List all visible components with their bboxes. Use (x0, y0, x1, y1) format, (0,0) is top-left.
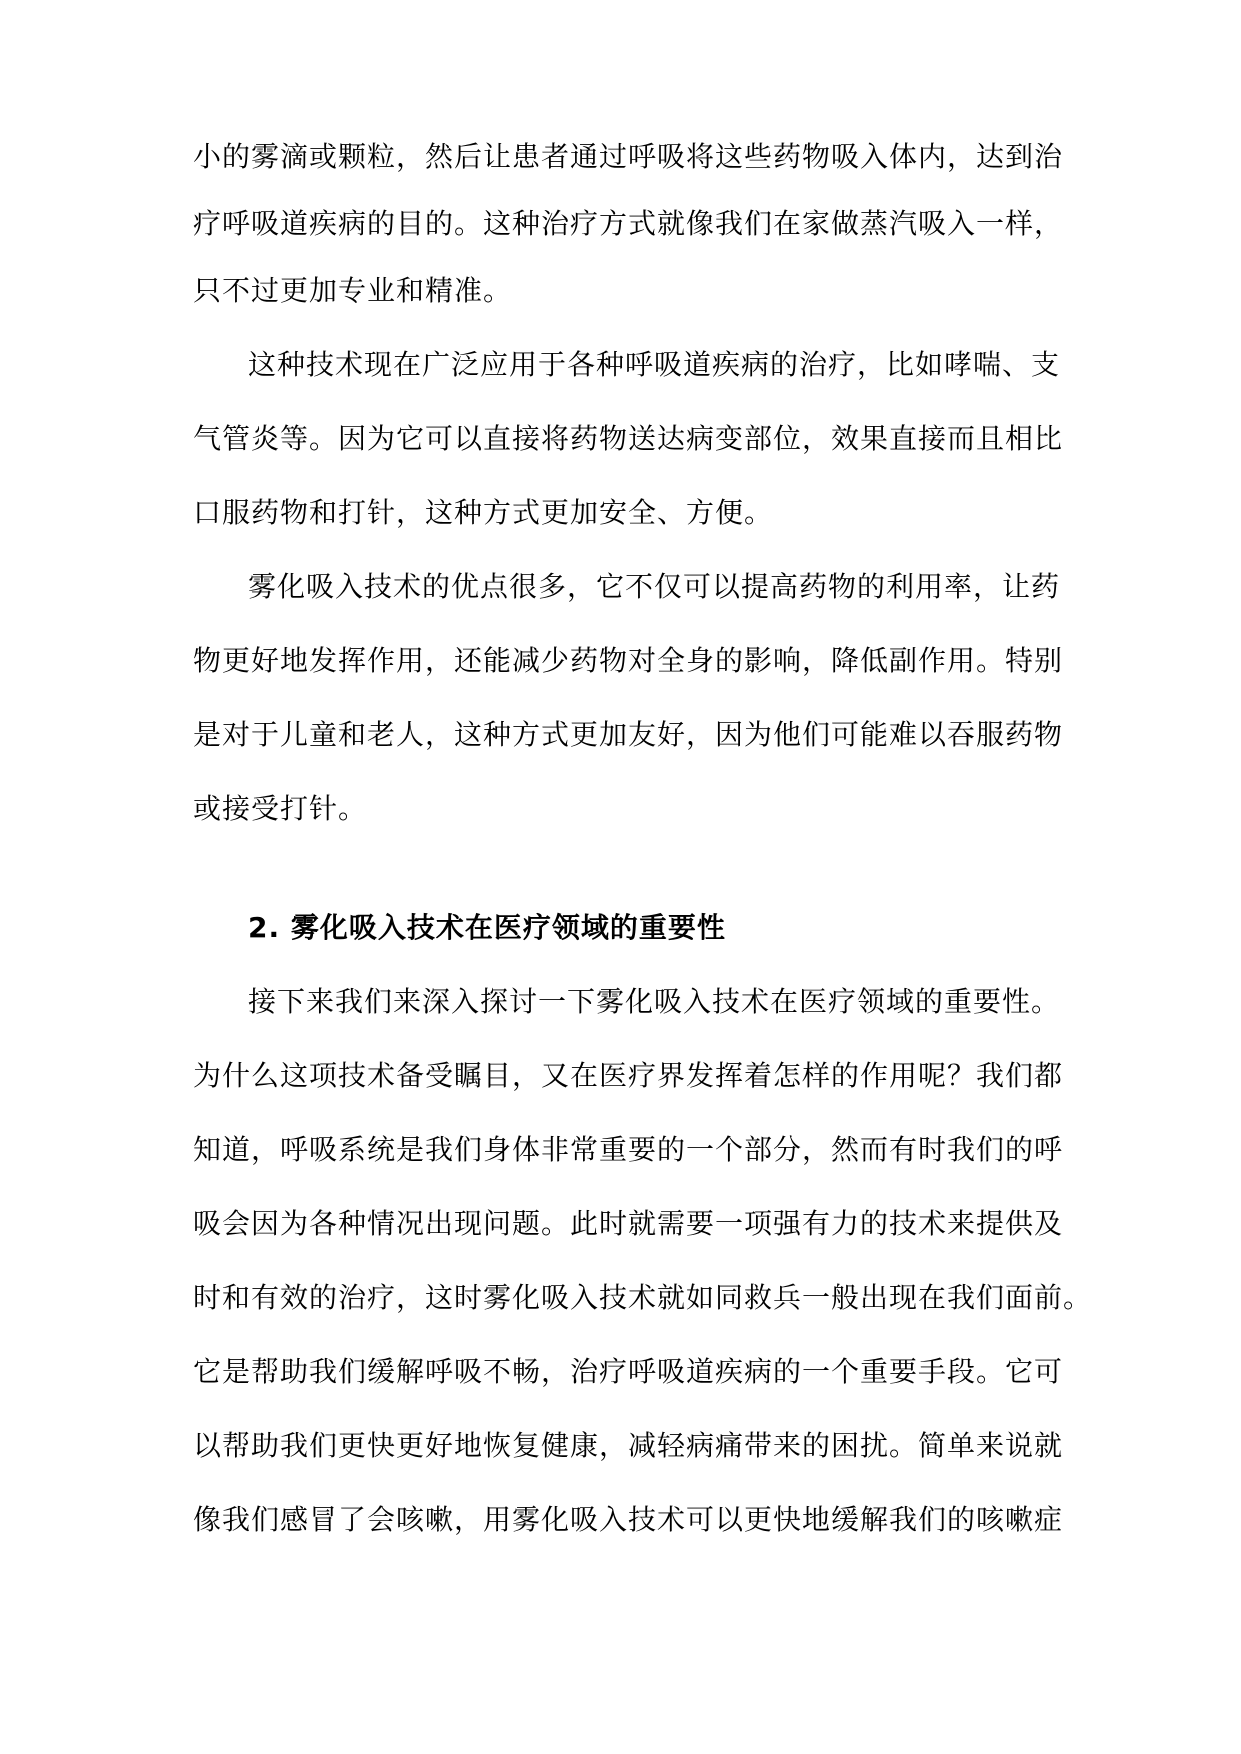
paragraph-4-line-8: 像我们感冒了会咳嗽，用雾化吸入技术可以更快地缓解我们的咳嗽症 (193, 1503, 1064, 1536)
paragraph-3-line-3: 是对于儿童和老人，这种方式更加友好，因为他们可能难以吞服药物 (193, 718, 1064, 751)
paragraph-4-line-6: 它是帮助我们缓解呼吸不畅，治疗呼吸道疾病的一个重要手段。它可 (193, 1355, 1064, 1388)
paragraph-1-line-1: 小的雾滴或颗粒，然后让患者通过呼吸将这些药物吸入体内，达到治 (193, 140, 1064, 173)
paragraph-4-line-3: 知道，呼吸系统是我们身体非常重要的一个部分，然而有时我们的呼 (193, 1133, 1064, 1166)
paragraph-3-line-4: 或接受打针。 (193, 792, 368, 825)
section-heading: 2. 雾化吸入技术在医疗领域的重要性 (248, 911, 726, 944)
paragraph-4-line-2: 为什么这项技术备受瞩目，又在医疗界发挥着怎样的作用呢？我们都 (193, 1059, 1064, 1092)
paragraph-2-line-1: 这种技术现在广泛应用于各种呼吸道疾病的治疗，比如哮喘、支 (248, 348, 1061, 381)
paragraph-1-line-3: 只不过更加专业和精准。 (193, 274, 513, 307)
paragraph-4-line-1: 接下来我们来深入探讨一下雾化吸入技术在医疗领域的重要性。 (248, 985, 1061, 1018)
paragraph-4-line-4: 吸会因为各种情况出现问题。此时就需要一项强有力的技术来提供及 (193, 1207, 1064, 1240)
paragraph-2-line-3: 口服药物和打针，这种方式更加安全、方便。 (193, 496, 774, 529)
paragraph-3-line-1: 雾化吸入技术的优点很多，它不仅可以提高药物的利用率，让药 (248, 570, 1061, 603)
paragraph-4-line-7: 以帮助我们更快更好地恢复健康，减轻病痛带来的困扰。简单来说就 (193, 1429, 1064, 1462)
paragraph-1-line-2: 疗呼吸道疾病的目的。这种治疗方式就像我们在家做蒸汽吸入一样， (193, 207, 1064, 240)
paragraph-3-line-2: 物更好地发挥作用，还能减少药物对全身的影响，降低副作用。特别 (193, 644, 1064, 677)
paragraph-4-line-5: 时和有效的治疗，这时雾化吸入技术就如同救兵一般出现在我们面前。 (193, 1281, 1093, 1314)
paragraph-2-line-2: 气管炎等。因为它可以直接将药物送达病变部位，效果直接而且相比 (193, 422, 1064, 455)
